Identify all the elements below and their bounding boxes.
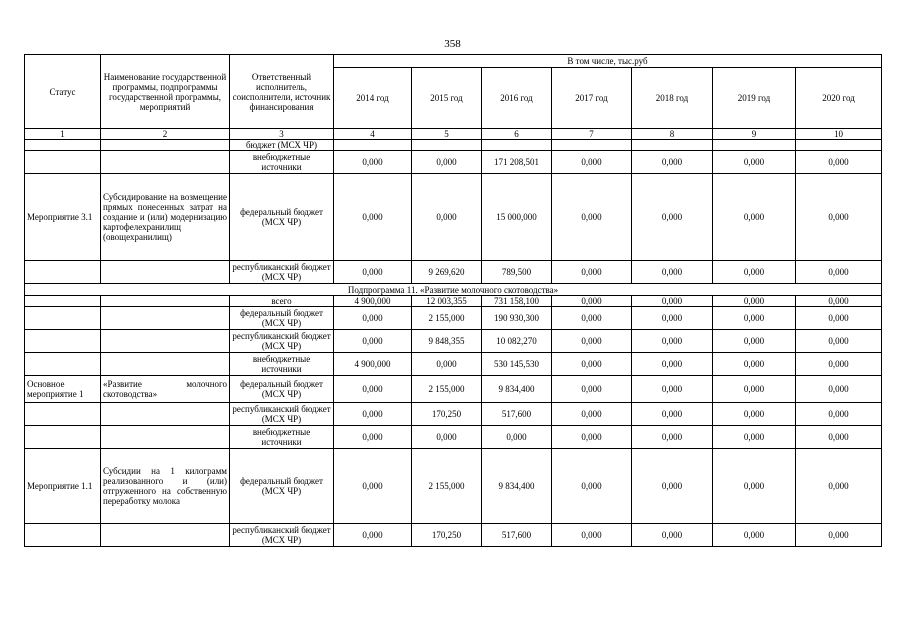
table-row [25,140,882,151]
funding-source: внебюджетные источники [230,353,334,376]
value-cell: 0,000 [412,151,482,174]
header-name: Наименование государственной программы, подпрограммы государственной программы, мероприятий [101,55,230,129]
value-cell: 0,000 [552,307,632,330]
header-group: В том числе, тыс.руб [334,55,882,68]
value-cell: 0,000 [632,426,713,449]
value-cell: 0,000 [552,449,632,524]
value-cell: 0,000 [796,151,882,174]
value-cell: 0,000 [412,426,482,449]
value-cell [334,140,412,151]
index-cell: 1 [25,129,101,140]
value-cell: 171 208,501 [482,151,552,174]
value-cell: 0,000 [796,296,882,307]
value-cell: 0,000 [796,307,882,330]
funding-source: республиканский бюджет (МСХ ЧР) [230,330,334,353]
value-cell: 0,000 [713,174,796,261]
value-cell: 0,000 [713,376,796,403]
table-row [25,174,882,261]
index-cell: 10 [796,129,882,140]
funding-source: бюджет (МСХ ЧР) [230,140,334,151]
value-cell: 731 158,100 [482,296,552,307]
value-cell: 0,000 [713,307,796,330]
value-cell: 0,000 [552,174,632,261]
value-cell: 4 900,000 [334,353,412,376]
index-cell: 6 [482,129,552,140]
index-cell: 4 [334,129,412,140]
value-cell: 0,000 [713,296,796,307]
value-cell: 0,000 [632,296,713,307]
funding-source: федеральный бюджет (МСХ ЧР) [230,376,334,403]
table-row [25,296,882,307]
index-cell: 8 [632,129,713,140]
value-cell: 0,000 [334,426,412,449]
value-cell: 0,000 [552,330,632,353]
funding-source: республиканский бюджет (МСХ ЧР) [230,524,334,547]
value-cell: 0,000 [334,330,412,353]
value-cell [796,140,882,151]
funding-source: федеральный бюджет (МСХ ЧР) [230,449,334,524]
header-year: 2020 год [796,68,882,129]
funding-source: республиканский бюджет (МСХ ЧР) [230,403,334,426]
table-row [25,151,882,174]
value-cell: 530 145,530 [482,353,552,376]
value-cell: 0,000 [796,174,882,261]
value-cell: 2 155,000 [412,449,482,524]
value-cell: 0,000 [552,376,632,403]
measure-name: Субсидии на 1 килограмм реализованного и (или) отгруженного на собственную переработку молока [101,449,230,524]
funding-source: внебюджетные источники [230,426,334,449]
value-cell: 0,000 [552,524,632,547]
value-cell [412,140,482,151]
table-row [25,353,882,376]
funding-source: республиканский бюджет (МСХ ЧР) [230,261,334,284]
index-cell: 9 [713,129,796,140]
value-cell: 0,000 [334,376,412,403]
value-cell: 0,000 [796,376,882,403]
value-cell: 0,000 [334,261,412,284]
header-status: Статус [25,55,101,129]
value-cell: 0,000 [713,330,796,353]
header-year: 2015 год [412,68,482,129]
measure-name: Субсидирование на возмещение прямых понесенных затрат на создание и (или) модернизацию картофелехранилищ (овощехранилищ) [101,174,230,261]
funding-source: федеральный бюджет (МСХ ЧР) [230,174,334,261]
subprogram-row [25,284,882,296]
measure-name: «Развитие молочного скотоводства» [101,376,230,403]
header-year: 2018 год [632,68,713,129]
value-cell: 517,600 [482,403,552,426]
value-cell: 9 269,620 [412,261,482,284]
value-cell: 0,000 [632,376,713,403]
value-cell: 0,000 [482,426,552,449]
value-cell: 0,000 [552,151,632,174]
value-cell: 0,000 [632,261,713,284]
value-cell: 0,000 [552,296,632,307]
index-cell: 5 [412,129,482,140]
value-cell: 0,000 [796,426,882,449]
value-cell: 15 000,000 [482,174,552,261]
value-cell: 0,000 [713,449,796,524]
value-cell: 0,000 [796,449,882,524]
measure-status: Мероприятие 3.1 [25,174,101,261]
value-cell: 0,000 [713,426,796,449]
value-cell: 0,000 [796,261,882,284]
value-cell: 0,000 [796,403,882,426]
value-cell: 0,000 [713,261,796,284]
value-cell: 0,000 [334,307,412,330]
value-cell: 789,500 [482,261,552,284]
value-cell: 2 155,000 [412,376,482,403]
value-cell: 0,000 [713,403,796,426]
header-year: 2019 год [713,68,796,129]
header-responsible: Ответственный исполнитель, соисполнители, источник финансирования [230,55,334,129]
value-cell: 0,000 [334,449,412,524]
table-row [25,307,882,330]
value-cell: 4 900,000 [334,296,412,307]
value-cell: 0,000 [334,151,412,174]
funding-source: внебюджетные источники [230,151,334,174]
subprogram-title: Подпрограмма 11. «Развитие молочного скотоводства» [25,284,882,296]
value-cell: 2 155,000 [412,307,482,330]
value-cell [632,140,713,151]
value-cell: 9 848,355 [412,330,482,353]
value-cell: 0,000 [632,330,713,353]
value-cell: 10 082,270 [482,330,552,353]
value-cell: 0,000 [552,261,632,284]
budget-table [24,54,882,547]
funding-source: всего [230,296,334,307]
funding-source: федеральный бюджет (МСХ ЧР) [230,307,334,330]
value-cell [713,140,796,151]
value-cell: 0,000 [632,403,713,426]
value-cell [552,140,632,151]
header-year: 2014 год [334,68,412,129]
value-cell: 0,000 [632,151,713,174]
value-cell: 0,000 [632,524,713,547]
table-row [25,403,882,426]
value-cell: 0,000 [632,353,713,376]
value-cell: 0,000 [552,403,632,426]
measure-status: Мероприятие 1.1 [25,449,101,524]
value-cell: 0,000 [412,174,482,261]
value-cell: 12 003,355 [412,296,482,307]
value-cell: 0,000 [632,307,713,330]
header-year: 2017 год [552,68,632,129]
value-cell: 0,000 [796,524,882,547]
header-year: 2016 год [482,68,552,129]
value-cell: 0,000 [713,353,796,376]
table-row [25,426,882,449]
value-cell: 0,000 [412,353,482,376]
value-cell: 170,250 [412,403,482,426]
value-cell: 0,000 [713,151,796,174]
value-cell: 0,000 [334,403,412,426]
measure-status: Основное мероприятие 1 [25,376,101,403]
table-row [25,261,882,284]
value-cell: 517,600 [482,524,552,547]
table-row [25,376,882,403]
index-cell: 3 [230,129,334,140]
value-cell: 0,000 [552,353,632,376]
value-cell: 0,000 [713,524,796,547]
value-cell: 0,000 [796,330,882,353]
value-cell: 0,000 [632,174,713,261]
value-cell: 9 834,400 [482,376,552,403]
index-row [25,129,882,140]
table-row [25,524,882,547]
value-cell [482,140,552,151]
table-row [25,449,882,524]
value-cell: 0,000 [796,353,882,376]
value-cell: 0,000 [552,426,632,449]
index-cell: 7 [552,129,632,140]
value-cell: 0,000 [632,449,713,524]
value-cell: 9 834,400 [482,449,552,524]
index-cell: 2 [101,129,230,140]
table-row [25,330,882,353]
value-cell: 190 930,300 [482,307,552,330]
page-number: 358 [444,38,461,50]
value-cell: 170,250 [412,524,482,547]
header-row [25,55,882,68]
value-cell: 0,000 [334,174,412,261]
value-cell: 0,000 [334,524,412,547]
